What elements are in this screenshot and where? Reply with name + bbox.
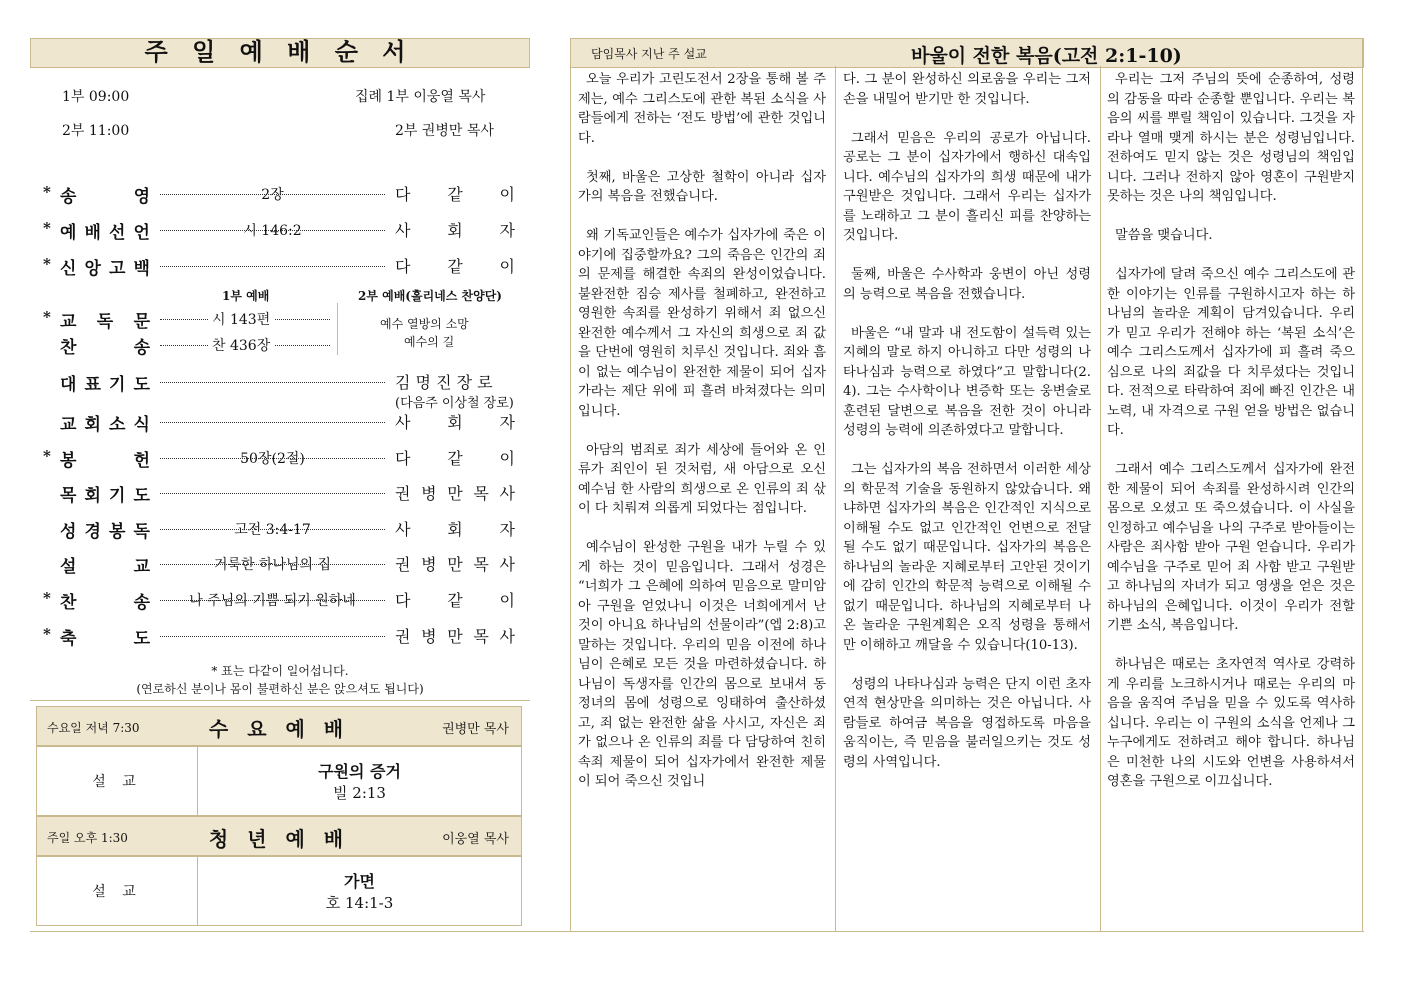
divider xyxy=(337,303,338,355)
sermon-header xyxy=(570,38,1364,68)
order-item-detail: 시 146:2 xyxy=(243,223,302,239)
schedule-time-1: 1부 09:00 xyxy=(62,89,130,105)
sermon-paragraph: 그래서 믿음은 우리의 공로가 아닙니다. 공로는 그 분이 십자가에서 행하신 대속입니다. 예수님의 십자가의 희생 때문에 내가 구원받은 것입니다. 그래서 우리는 십자가를 노래하고 그 분이 흘리신 피를 찬양하는 것입니다. xyxy=(843,130,1091,243)
order-item-label: 목 회 기 도 xyxy=(60,486,150,506)
divider xyxy=(30,700,530,701)
order-item-label: 대 표 기 도 xyxy=(60,375,150,395)
youth-pastor: 이웅열 목사 xyxy=(442,832,509,847)
order-title: 주 일 예 배 순 서 xyxy=(144,37,414,66)
wednesday-cell-label: 설 교 xyxy=(36,746,198,816)
order-item-leader: 다 같 이 xyxy=(395,449,515,468)
order-item-label: 송 영 xyxy=(60,187,150,207)
sermon-label: 담임목사 지난 주 설교 xyxy=(591,47,707,61)
standing-mark: * xyxy=(43,219,51,237)
divider xyxy=(30,67,530,68)
wednesday-header xyxy=(36,706,522,746)
order-item-label: 축 도 xyxy=(60,629,150,649)
dotted-leader xyxy=(160,636,385,637)
dotted-leader xyxy=(160,382,385,383)
youth-header xyxy=(36,816,522,856)
sermon-paragraph: 그래서 예수 그리스도께서 십자가에 완전한 제물이 되어 속죄를 완성하시려 인간의 몸으로 오셨고 또 죽으셨습니다. 이 사실을 인정하고 예수님을 나의 구주로 받아들이는 사람은 죄사함 받아 구원 얻습니다. 우리가 예수님을 구주로 믿어 죄 사함 받고 구원받고 하나님의 자녀가 되고 영생을 얻은 것은 하나님의 은혜입니다. 이것이 우리가 전할 기쁜 소식, 복음입니다. xyxy=(1107,462,1355,633)
order-item-leader: 사 회 자 xyxy=(395,520,515,539)
bottom-rule xyxy=(30,931,1364,932)
wednesday-sermon-title: 구원의 증거 xyxy=(318,762,401,781)
order-item-leader: 권 병 만 목 사 xyxy=(395,484,515,503)
wednesday-title: 수 요 예 배 xyxy=(208,717,350,741)
order-item-detail: 시 143편 xyxy=(208,309,274,329)
order-item-detail: 나 주님의 기쁨 되기 원하네 xyxy=(189,593,356,609)
youth-sermon xyxy=(197,856,522,926)
standing-mark: * xyxy=(43,447,51,465)
order-item-leader: 사 회 자 xyxy=(395,221,515,240)
second-service-label: 2부 예배(홀리네스 찬양단) xyxy=(358,289,502,303)
order-item-detail: 고전 3:4-17 xyxy=(234,522,311,538)
order-item-detail: 2장 xyxy=(261,187,284,203)
sermon-paragraph: 하나님은 때로는 초자연적 역사로 강력하게 우리를 노크하시거나 때로는 우리의 마음을 움직여 주님을 믿을 수 있도록 역사하십니다. 우리는 이 구원의 소식을 언제나 그 누구에게도 전하려고 해야 합니다. 하나님은 미천한 나의 시도와 언변을 사용하셔서 영혼을 구원으로 이끄십니다. xyxy=(1107,657,1355,789)
order-item-label: 찬 송 xyxy=(60,593,150,613)
sermon-paragraph: 둘째, 바울은 수사학과 웅변이 아닌 성령의 능력으로 복음을 전했습니다. xyxy=(843,267,1091,302)
order-item-label: 찬 송 xyxy=(60,338,150,358)
standing-mark: * xyxy=(43,183,51,201)
order-item-label: 교 회 소 식 xyxy=(60,415,150,435)
order-item-label: 봉 헌 xyxy=(60,451,150,471)
standing-mark: * xyxy=(43,625,51,643)
order-item-leader: 사 회 자 xyxy=(395,413,515,432)
order-item-leader: 다 같 이 xyxy=(395,185,515,204)
standing-note: * 표는 다같이 일어섭니다. xyxy=(211,664,349,678)
seated-note: (연로하신 분이나 몸이 불편하신 분은 앉으셔도 됩니다) xyxy=(136,682,424,696)
order-item-label: 예 배 선 언 xyxy=(60,223,150,243)
sermon-paragraph: 우리는 그저 주님의 뜻에 순종하여, 성령의 감동을 따라 순종할 뿐입니다. 우리는 복음의 씨를 뿌릴 책임이 있습니다. 그것을 자라나 열매 맺게 하시는 분은 성령님입니다. 전하여도 믿지 않는 것은 성령님의 책임입니다. 그러나 전하지 않아 영혼이 구원받지 못하는 것은 나의 책임입니다. xyxy=(1107,72,1355,204)
dotted-leader xyxy=(160,266,385,267)
dotted-leader xyxy=(160,493,385,494)
order-item-label: 신 앙 고 백 xyxy=(60,259,150,279)
order-item-detail: 50장(2절) xyxy=(240,451,305,467)
sermon-column-1 xyxy=(578,70,826,811)
choir-song-2: 예수의 길 xyxy=(404,335,455,349)
wednesday-sermon xyxy=(197,746,522,816)
sermon-paragraph: 말씀을 맺습니다. xyxy=(1115,228,1213,243)
wednesday-pastor: 권병만 목사 xyxy=(442,722,509,737)
schedule-time-2: 2부 11:00 xyxy=(62,123,130,139)
sermon-paragraph: 성령의 나타나심과 능력은 단지 이런 초자연적 현상만을 의미하는 것은 아닙니다. 사람들로 하여금 복음을 영접하도록 마음을 움직이는, 즉 믿음을 불러일으키는 것도 성령의 사역입니다. xyxy=(843,676,1091,770)
sermon-paragraph: 십자가에 달려 죽으신 예수 그리스도에 관한 이야기는 인류를 구원하시고자 하는 하나님의 놀라운 계획이 담겨있습니다. 우리가 믿고 우리가 전해야 하는 ‘복된 소식’은 예수 그리스도께서 십자가에 피 흘려 죽으심으로 나의 죄값을 다 치루셨다는 것입니다. 전적으로 타락하여 죄에 빠진 인간은 내 노력, 내 자격으로 구원 얻을 방법은 없습니다. xyxy=(1107,267,1355,438)
standing-mark: * xyxy=(43,589,51,607)
sermon-paragraph: 예수님이 완성한 구원을 내가 누릴 수 있게 하는 것이 믿음입니다. 그래서 성경은 “너희가 그 은혜에 의하여 믿음으로 말미암아 구원을 얻었나니 이것은 너희에게서 난 것이 아니요 하나님의 선물이라”(엡 2:8)고 말하는 것입니다. 우리의 믿음 이전에 하나님이 은혜로 모든 것을 마련하셨습니다. 하나님이 독생자를 인간의 몸으로 보내셔 동정녀의 몸에 성령으로 잉태하여 출산하셨고, 죄 없는 완전한 삶을 사시고, 자신은 죄가 없으나 온 인류의 죄를 다 담당하여 친히 속죄 제물이 되어 십자가에서 완전한 제물이 되어 죽으신 것입니 xyxy=(578,540,826,789)
youth-sermon-ref: 호 14:1-3 xyxy=(325,894,394,912)
order-item-detail: 찬 436장 xyxy=(208,335,274,355)
order-item-label: 성 경 봉 독 xyxy=(60,522,150,542)
sermon-column-2 xyxy=(843,70,1091,792)
standing-mark: * xyxy=(43,308,51,326)
sermon-title: 바울이 전한 복음(고전 2:1-10) xyxy=(911,45,1182,67)
standing-mark: * xyxy=(43,255,51,273)
order-item-label: 설 교 xyxy=(60,557,150,577)
youth-time: 주일 오후 1:30 xyxy=(47,831,128,845)
divider xyxy=(1100,66,1101,931)
order-item-leader: 권 병 만 목 사 xyxy=(395,627,515,646)
choir-song-1: 예수 열방의 소망 xyxy=(380,317,469,331)
order-item-leader: 다 같 이 xyxy=(395,591,515,610)
order-item-leader: 권 병 만 목 사 xyxy=(395,555,515,574)
sermon-paragraph: 왜 기독교인들은 예수가 십자가에 죽은 이야기에 집중할까요? 그의 죽음은 인간의 죄의 문제를 해결한 속죄의 완성이었습니다. 불완전한 짐승 제사를 철폐하고, 완전하고 영원한 속죄를 완성하기 위해서 죄 없으신 완전한 예수께서 그 자신의 희생으로 죄 값을 단번에 영원히 치루신 것입니다. 죄와 흠이 없는 예수님이 완전한 제물이 되어 십자가라는 제단 위에 피 흘려 바쳐졌다는 의미입니다. xyxy=(578,228,826,419)
divider xyxy=(1362,38,1363,931)
sermon-paragraph: 바울은 “내 말과 내 전도함이 설득력 있는 지혜의 말로 하지 아니하고 다만 성령의 나타나심과 능력으로 하였다”고 말합니다(2.4). 그는 수사학이나 변증학 또는 웅변술로 훈련된 달변으로 복음을 전한 것이 아니라 성령의 능력에 의존하였다고 말합니다. xyxy=(843,325,1091,438)
sermon-paragraph: 오늘 우리가 고린도전서 2장을 통해 볼 주제는, 예수 그리스도에 관한 복된 소식을 사람들에게 전하는 ‘전도 방법’에 관한 것입니다. xyxy=(578,72,826,146)
divider xyxy=(835,66,836,931)
order-item-leader: 김 명 진 장 로 xyxy=(395,373,493,392)
sermon-paragraph: 그는 십자가의 복음 전하면서 이러한 세상의 학문적 기술을 동원하지 않았습니다. 왜냐하면 십자가의 복음은 인간적인 지식으로 이해될 수도 없고 인간적인 언변으로 전달될 수도 없기 때문입니다. 십자가의 복음은 하나님의 놀라운 지혜로부터 고안된 것이기에 감히 인간의 학문적 능력으로 이해될 수 없기 때문입니다. 하나님의 지혜로부터 나온 놀라운 구원계획은 오직 성령을 통해서만 이해하고 깨달을 수 있습니다(10-13). xyxy=(843,462,1091,653)
order-item-label: 교 독 문 xyxy=(60,312,150,332)
order-item-detail: 거룩한 하나님의 집 xyxy=(213,557,332,573)
sermon-column-3 xyxy=(1107,70,1355,811)
sermon-paragraph: 다. 그 분이 완성하신 의로움을 우리는 그저 손을 내밀어 받기만 한 것입니다. xyxy=(843,72,1091,107)
schedule-leader-1: 집례 1부 이웅열 목사 xyxy=(355,89,486,105)
dotted-leader xyxy=(160,422,385,423)
first-service-label: 1부 예배 xyxy=(222,289,270,303)
sermon-paragraph: 아담의 범죄로 죄가 세상에 들어와 온 인류가 죄인이 된 것처럼, 새 아담으로 오신 예수님 한 사람의 희생으로 온 인류의 죄 삯이 다 치뤄져 의롭게 되었다는 점입니다. xyxy=(578,442,826,516)
wednesday-sermon-ref: 빌 2:13 xyxy=(333,784,386,802)
order-item-leader: 다 같 이 xyxy=(395,257,515,276)
order-item-leader-next: (다음주 이상철 장로) xyxy=(395,396,514,411)
divider xyxy=(570,66,571,931)
wednesday-time: 수요일 저녁 7:30 xyxy=(47,721,140,735)
youth-title: 청 년 예 배 xyxy=(208,827,350,851)
youth-sermon-title: 가면 xyxy=(344,872,375,891)
sermon-paragraph: 첫째, 바울은 고상한 철학이 아니라 십자가의 복음을 전했습니다. xyxy=(578,169,826,204)
youth-cell-label: 설 교 xyxy=(36,856,198,926)
schedule-leader-2: 2부 권병만 목사 xyxy=(395,123,494,139)
